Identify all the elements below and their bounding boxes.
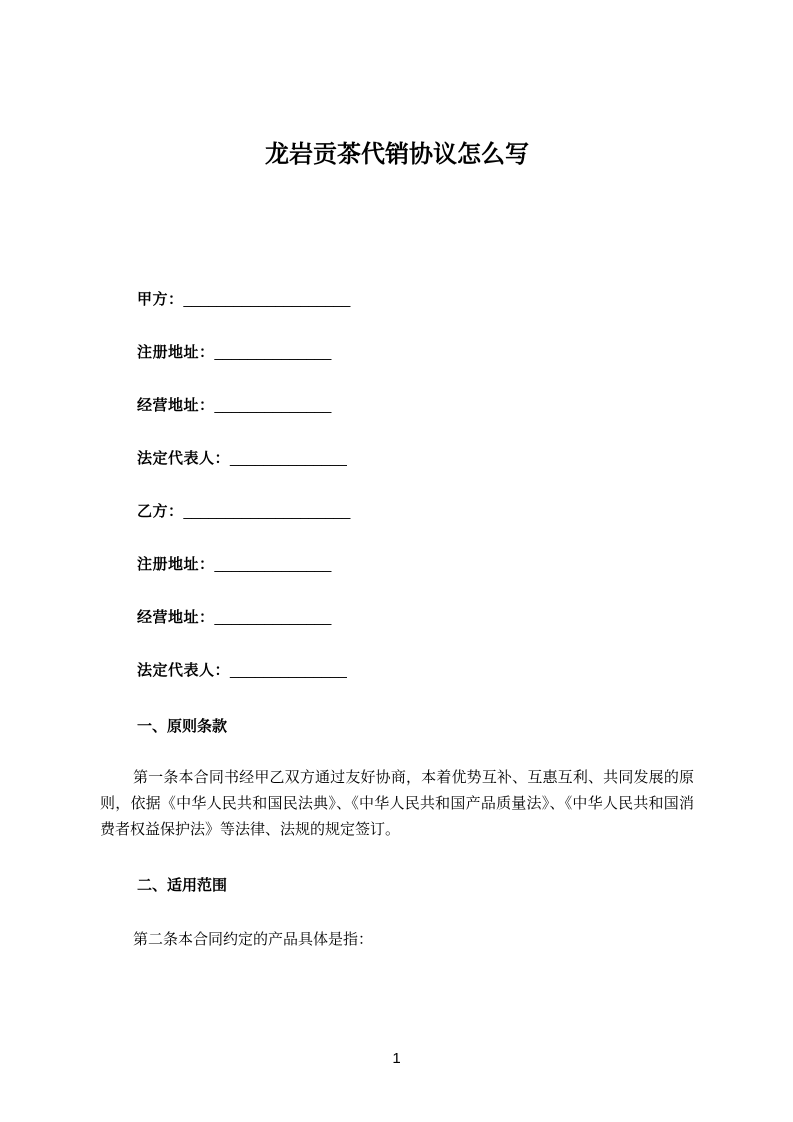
section-paragraph-1: 第一条本合同书经甲乙双方通过友好协商，本着优势互补、互惠互利、共同发展的原则，依据《中华人民共和国民法典》、《中华人民共和国产品质量法》、《中华人民共和国消费者权益保护法》等法律、法规的规定签订。 <box>100 769 694 838</box>
field-label: 注册地址： <box>137 344 215 361</box>
field-label: 经营地址： <box>137 609 215 626</box>
field-blank-line[interactable]: ______________ <box>230 450 347 467</box>
field-row-business-address-b <box>100 609 694 626</box>
field-blank-line[interactable]: ____________________ <box>183 291 351 308</box>
page-number: 1 <box>392 1050 401 1067</box>
field-row-registered-address-b <box>100 556 694 573</box>
document-title: 龙岩贡茶代销协议怎么写 <box>265 141 529 168</box>
field-row-legal-representative-b <box>100 662 694 679</box>
field-blank-line[interactable]: ______________ <box>214 344 332 361</box>
field-blank-line[interactable]: ____________________ <box>183 503 351 520</box>
field-blank-line[interactable]: ______________ <box>214 556 332 573</box>
field-label: 法定代表人： <box>137 662 231 679</box>
section-principle-terms <box>100 718 694 843</box>
field-label: 法定代表人： <box>137 450 231 467</box>
field-row-legal-representative-a <box>100 450 694 467</box>
field-row-party-a <box>100 291 694 308</box>
party-fields-block <box>100 291 694 679</box>
section-applicable-scope <box>100 877 694 953</box>
field-label: 经营地址： <box>137 397 215 414</box>
field-label: 注册地址： <box>137 556 215 573</box>
field-blank-line[interactable]: ______________ <box>230 662 347 679</box>
field-row-registered-address-a <box>100 344 694 361</box>
section-heading-1: 一、原则条款 <box>137 718 228 735</box>
field-row-party-b <box>100 503 694 520</box>
field-blank-line[interactable]: ______________ <box>214 397 332 414</box>
field-label: 甲方： <box>137 291 184 308</box>
field-blank-line[interactable]: ______________ <box>214 609 332 626</box>
section-paragraph-2: 第二条本合同约定的产品具体是指： <box>133 931 374 948</box>
section-heading-2: 二、适用范围 <box>137 877 228 894</box>
field-label: 乙方： <box>137 503 184 520</box>
field-row-business-address-a <box>100 397 694 414</box>
